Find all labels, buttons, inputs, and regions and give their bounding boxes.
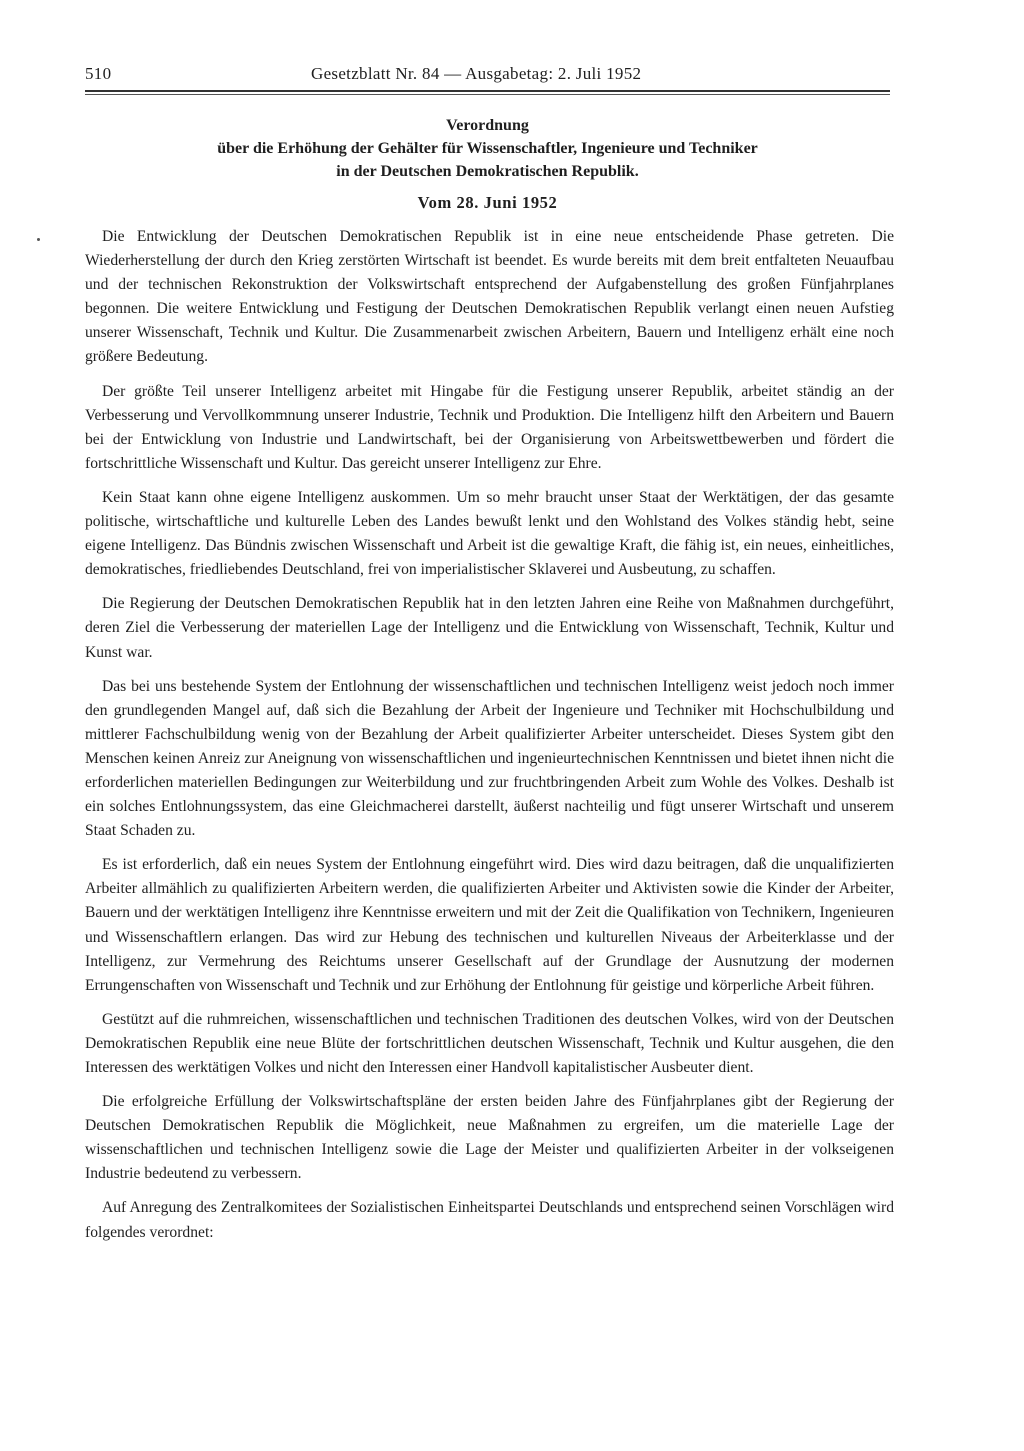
paragraph: Es ist erforderlich, daß ein neues System der Entlohnung eingeführt wird. Dies wird dazu beitragen, daß die unqualifizierten Arbeiter allmählich zu qualifizierten Arbeitern werden, die qualifizierten Arbeiter und Aktivisten sowie die Kinder der Arbeiter, Bauern und der werktätigen Intelligenz ihre Kenntnisse erweitern und mit der Zeit die Qualifikation von Technikern, Ingenieuren und Wissenschaftlern erlangen. Das wird zur Hebung des technischen und kulturellen Niveaus der Arbeiterklasse und der Intelligenz, zur Vermehrung des Reichtums unserer Gesellschaft auf der Grundlage der Ausnutzung der modernen Errungenschaften von Wissenschaft und Technik und zur Erhöhung der Entlohnung für geistige und körperliche Arbeit führen. bbox=[85, 856, 894, 994]
page-number: 510 bbox=[85, 64, 112, 83]
paragraph: Das bei uns bestehende System der Entlohnung der wissenschaftlichen und technischen Intelligenz weist jedoch noch immer den grundlegenden Mangel auf, daß sich die Bezahlung der Arbeit der Ingenieure und Techniker mit Hochschulbildung und mittlerer Fachschulbildung wenig von der Bezahlung der Arbeit qualifizierter Arbeiter unterscheidet. Dieses System gibt den Menschen keinen Anreiz zur Aneignung von wissenschaftlichen und ingenieurtechnischen Kenntnissen und bietet ihnen nicht die erforderlichen materiellen Bedingungen zur Weiterbildung und zur fruchtbringenden Arbeit zum Wohle des Volkes. Deshalb ist ein solches Entlohnungssystem, das eine Gleichmacherei darstellt, äußerst nachteilig und fügt unserer Wirtschaft und unserem Staat Schaden zu. bbox=[85, 677, 894, 840]
gazette-header-title: Gesetzblatt Nr. 84 — Ausgabetag: 2. Juli 1952 bbox=[311, 64, 642, 83]
paragraph: Die erfolgreiche Erfüllung der Volkswirtschaftspläne der ersten beiden Jahre des Fünfjahrplanes gibt der Regierung der Deutschen Demokratischen Republik die Möglichkeit, neue Maßnahmen zu ergreifen, um die materielle Lage der wissenschaftlichen und technischen Intelligenz sowie die Lage der Meister und qualifizierten Arbeiter in der volkseigenen Industrie bedeutend zu verbessern. bbox=[85, 1093, 894, 1183]
page-header bbox=[85, 58, 890, 88]
paragraph: Die Regierung der Deutschen Demokratischen Republik hat in den letzten Jahren eine Reihe von Maßnahmen durchgeführt, deren Ziel die Verbesserung der materiellen Lage der Intelligenz und die Entwicklung von Wissenschaft, Technik, Kultur und Kunst war. bbox=[85, 595, 894, 661]
paragraph: Auf Anregung des Zentralkomitees der Sozialistischen Einheitspartei Deutschlands und entsprechend seinen Vorschlägen wird folgendes verordnet: bbox=[85, 1199, 894, 1241]
paragraph: Gestützt auf die ruhmreichen, wissenschaftlichen und technischen Traditionen des deutschen Volkes, wird von der Deutschen Demokratischen Republik eine neue Blüte der fortschrittlichen deutschen Wissenschaft, Technik und Kultur ausgehen, die den Interessen des werktätigen Volkes und nicht den Interessen einer Handvoll kapitalistischer Ausbeuter dient. bbox=[85, 1010, 894, 1076]
header-rule bbox=[85, 90, 890, 92]
decree-date: Vom 28. Juni 1952 bbox=[417, 193, 558, 212]
paragraph: Die Entwicklung der Deutschen Demokratischen Republik ist in eine neue entscheidende Phase getreten. Die Wiederherstellung der durch den Krieg zerstörten Wirtschaft ist beendet. Es wurde bereits mit dem breit entfalteten Neuaufbau und der technischen Rekonstruktion der Volkswirtschaft entsprechend der Aufgabenstellung des großen Fünfjahrplanes begonnen. Die weitere Entwicklung und Festigung der Deutschen Demokratischen Republik verlangt einen neuen Aufstieg unserer Wissenschaft, Technik und Kultur. Die Zusammenarbeit zwischen Arbeitern, Bauern und Intelligenz erhält eine noch größere Bedeutung. bbox=[85, 228, 894, 366]
paragraph: Der größte Teil unserer Intelligenz arbeitet mit Hingabe für die Festigung unserer Republik, arbeitet ständig an der Verbesserung und Vervollkommnung unserer Industrie, Technik und Produktion. Die Intelligenz hilft den Arbeitern und Bauern bei der Entwicklung von Industrie und Landwirtschaft, bei der Organisierung von Arbeitswettbewerben und fördert die fortschrittliche Wissenschaft und Kultur. Das gereicht unserer Intelligenz zur Ehre. bbox=[85, 382, 894, 472]
decree-title: Verordnung bbox=[446, 117, 529, 134]
header-rule-thin bbox=[85, 94, 890, 95]
decree-title-block bbox=[85, 114, 890, 214]
margin-mark bbox=[37, 238, 40, 241]
paragraph: Kein Staat kann ohne eigene Intelligenz auskommen. Um so mehr braucht unser Staat der Werktätigen, der das gesamte politische, wirtschaftliche und kulturelle Leben des Landes bewußt lenkt und den Wohlstand des Volkes ständig hebt, seine eigene Intelligenz. Das Bündnis zwischen Wissenschaft und Arbeit ist die gewaltige Kraft, die fähig ist, ein neues, einheitliches, demokratisches, friedliebendes Deutschland, frei von imperialistischer Sklaverei und Ausbeutung, zu schaffen. bbox=[85, 488, 894, 579]
decree-subject-line: in der Deutschen Demokratischen Republik. bbox=[336, 163, 639, 180]
decree-preamble bbox=[85, 225, 894, 1255]
decree-subject-line: über die Erhöhung der Gehälter für Wissenschaftler, Ingenieure und Techniker bbox=[217, 140, 758, 157]
